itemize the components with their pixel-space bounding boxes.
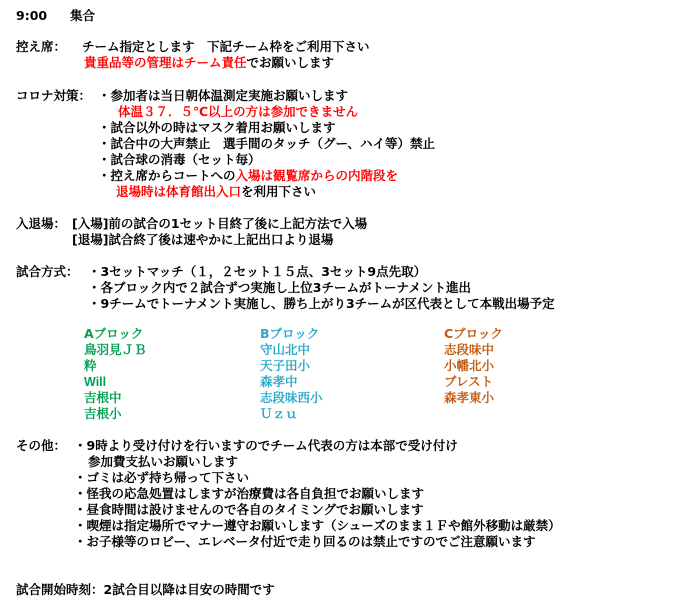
other-item: ・お子様等のロビー、エレベータ付近で走り回るのは禁止ですのでご注意願います <box>74 534 536 549</box>
team: 粋 <box>84 358 97 373</box>
team: ブレスト <box>444 374 494 389</box>
seats-line2 <box>84 55 334 71</box>
corona-item: ・試合中の大声禁止 選手間のタッチ（グー、ハイ等）禁止 <box>98 136 436 151</box>
other-item: ・怪我の応急処置はしますが治療費は各自負担でお願いします <box>74 486 425 501</box>
format-item: ・3セットマッチ（１，２セット１５点、3セット9点先取） <box>88 264 427 279</box>
corona-item: ・参加者は当日朝体温測定実施お願いします <box>98 88 349 103</box>
corona-item: ・試合球の消毒（セット毎） <box>98 152 261 167</box>
block-c-title: Cブロック <box>444 326 503 341</box>
team: 吉根中 <box>84 390 122 405</box>
seats-line1: チーム指定とします 下記チーム枠をご利用下さい <box>82 39 370 54</box>
team: Will <box>84 375 107 389</box>
exit-text: を利用下さい <box>241 184 317 199</box>
team: Ｕｚｕ <box>260 406 298 421</box>
other-item: ・9時より受け付けを行いますのでチーム代表の方は本部で受け付け <box>74 438 458 453</box>
team: 森孝中 <box>260 374 298 389</box>
seat-entry-red: 入場は観覧席からの内階段を <box>235 168 399 183</box>
team: 志段味中 <box>444 342 495 357</box>
other-title: その他： <box>16 438 67 453</box>
corona-exit-item <box>116 184 316 200</box>
team: 天子田小 <box>260 358 311 373</box>
corona-item: ・試合以外の時はマスク着用お願いします <box>98 120 336 135</box>
other-item: ・喫煙は指定場所でマナー遵守お願いします（シューズのまま１Ｆや館外移動は厳禁） <box>74 518 561 533</box>
valuables-warning: 貴重品等の管理はチーム責任 <box>84 55 247 70</box>
gathering-label: 集合 <box>70 8 96 23</box>
start-time: 9:00 <box>16 8 48 23</box>
team: 吉根小 <box>84 406 122 421</box>
format-item: ・各ブロック内で２試合ずつ実施し上位3チームがトーナメント進出 <box>88 280 471 295</box>
match-start-note: 試合開始時刻：2試合目以降は目安の時間です <box>16 582 275 597</box>
corona-title: コロナ対策： <box>16 88 92 103</box>
other-item: ・ゴミは必ず持ち帰って下さい <box>74 470 250 485</box>
team: 鳥羽見ＪＢ <box>84 342 147 357</box>
exit-red: 退場時は体育館出入口 <box>116 184 242 199</box>
seat-text: ・控え席からコートへの <box>98 168 236 183</box>
team: 小幡北小 <box>444 358 495 373</box>
block-b-title: Bブロック <box>260 326 320 341</box>
other-item: 参加費支払いお願いします <box>88 454 239 469</box>
exit-line: [退場]試合終了後は速やかに上記出口より退場 <box>72 232 334 247</box>
team: 守山北中 <box>260 342 311 357</box>
corona-seat-item <box>98 168 398 184</box>
temperature-warning: 体温３７．５℃以上の方は参加できません <box>118 104 359 119</box>
format-item: ・9チームでトーナメント実施し、勝ち上がり3チームが区代表として本戦出場予定 <box>88 296 555 311</box>
seats-title: 控え席： <box>16 39 67 54</box>
entry-line: [入場]前の試合の1セット目終了後に上記方法で入場 <box>72 216 368 231</box>
entry-title: 入退場： <box>16 216 67 231</box>
team: 志段味西小 <box>260 390 323 405</box>
valuables-suffix: でお願いします <box>246 55 335 70</box>
other-item: ・昼食時間は設けませんので各自のタイミングでお願いします <box>74 502 424 517</box>
format-title: 試合方式： <box>16 264 79 279</box>
team: 森孝東小 <box>444 390 495 405</box>
block-a-title: Aブロック <box>84 326 144 341</box>
